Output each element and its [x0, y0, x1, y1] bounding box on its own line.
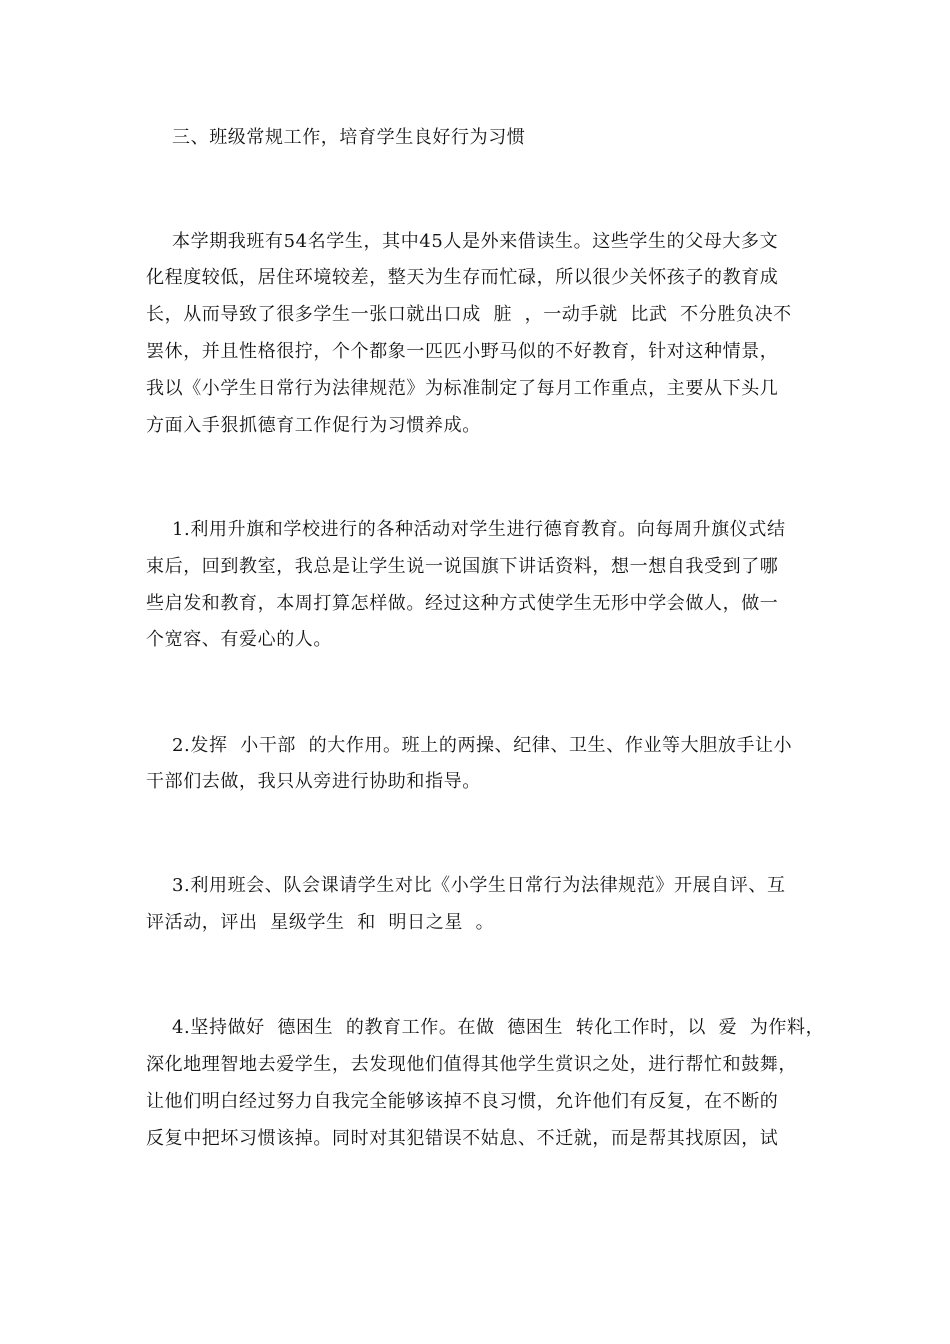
paragraph-line: 让他们明白经过努力自我完全能够该掉不良习惯，允许他们有反复，在不断的 [146, 1091, 779, 1112]
section-heading: 三、班级常规工作，培育学生良好行为习惯 [172, 127, 526, 148]
paragraph-line: 干部们去做，我只从旁进行协助和指导。 [146, 771, 481, 792]
paragraph-line: 深化地理智地去爱学生，去发现他们值得其他学生赏识之处，进行帮忙和鼓舞， [146, 1054, 797, 1075]
paragraph-line: 罢休，并且性格很拧，个个都象一匹匹小野马似的不好教育，针对这种情景， [146, 341, 779, 362]
paragraph-line: 4.坚持做好 德困生 的教育工作。在做 德困生 转化工作时，以 爱 为作料， [172, 1017, 825, 1038]
paragraph-line: 3.利用班会、队会课请学生对比《小学生日常行为法律规范》开展自评、互 [172, 875, 786, 896]
paragraph-line: 长，从而导致了很多学生一张口就出口成 脏 ，一动手就 比武 不分胜负决不 [146, 304, 792, 325]
paragraph-line: 方面入手狠抓德育工作促行为习惯养成。 [146, 415, 481, 436]
paragraph-line: 个宽容、有爱心的人。 [146, 629, 332, 650]
paragraph-line: 化程度较低，居住环境较差，整天为生存而忙碌，所以很少关怀孩子的教育成 [146, 267, 779, 288]
paragraph-line: 评活动，评出 星级学生 和 明日之星 。 [146, 912, 495, 933]
paragraph-line: 1.利用升旗和学校进行的各种活动对学生进行德育教育。向每周升旗仪式结 [172, 519, 786, 540]
paragraph-line: 反复中把坏习惯该掉。同时对其犯错误不姑息、不迁就，而是帮其找原因，试 [146, 1128, 779, 1149]
paragraph-line: 些启发和教育，本周打算怎样做。经过这种方式使学生无形中学会做人，做一 [146, 593, 779, 614]
paragraph-line: 我以《小学生日常行为法律规范》为标准制定了每月工作重点，主要从下头几 [146, 378, 779, 399]
paragraph-line: 本学期我班有54名学生，其中45人是外来借读生。这些学生的父母大多文 [172, 231, 779, 252]
paragraph-line: 束后，回到教室，我总是让学生说一说国旗下讲话资料，想一想自我受到了哪 [146, 556, 779, 577]
paragraph-line: 2.发挥 小干部 的大作用。班上的两操、纪律、卫生、作业等大胆放手让小 [172, 735, 793, 756]
